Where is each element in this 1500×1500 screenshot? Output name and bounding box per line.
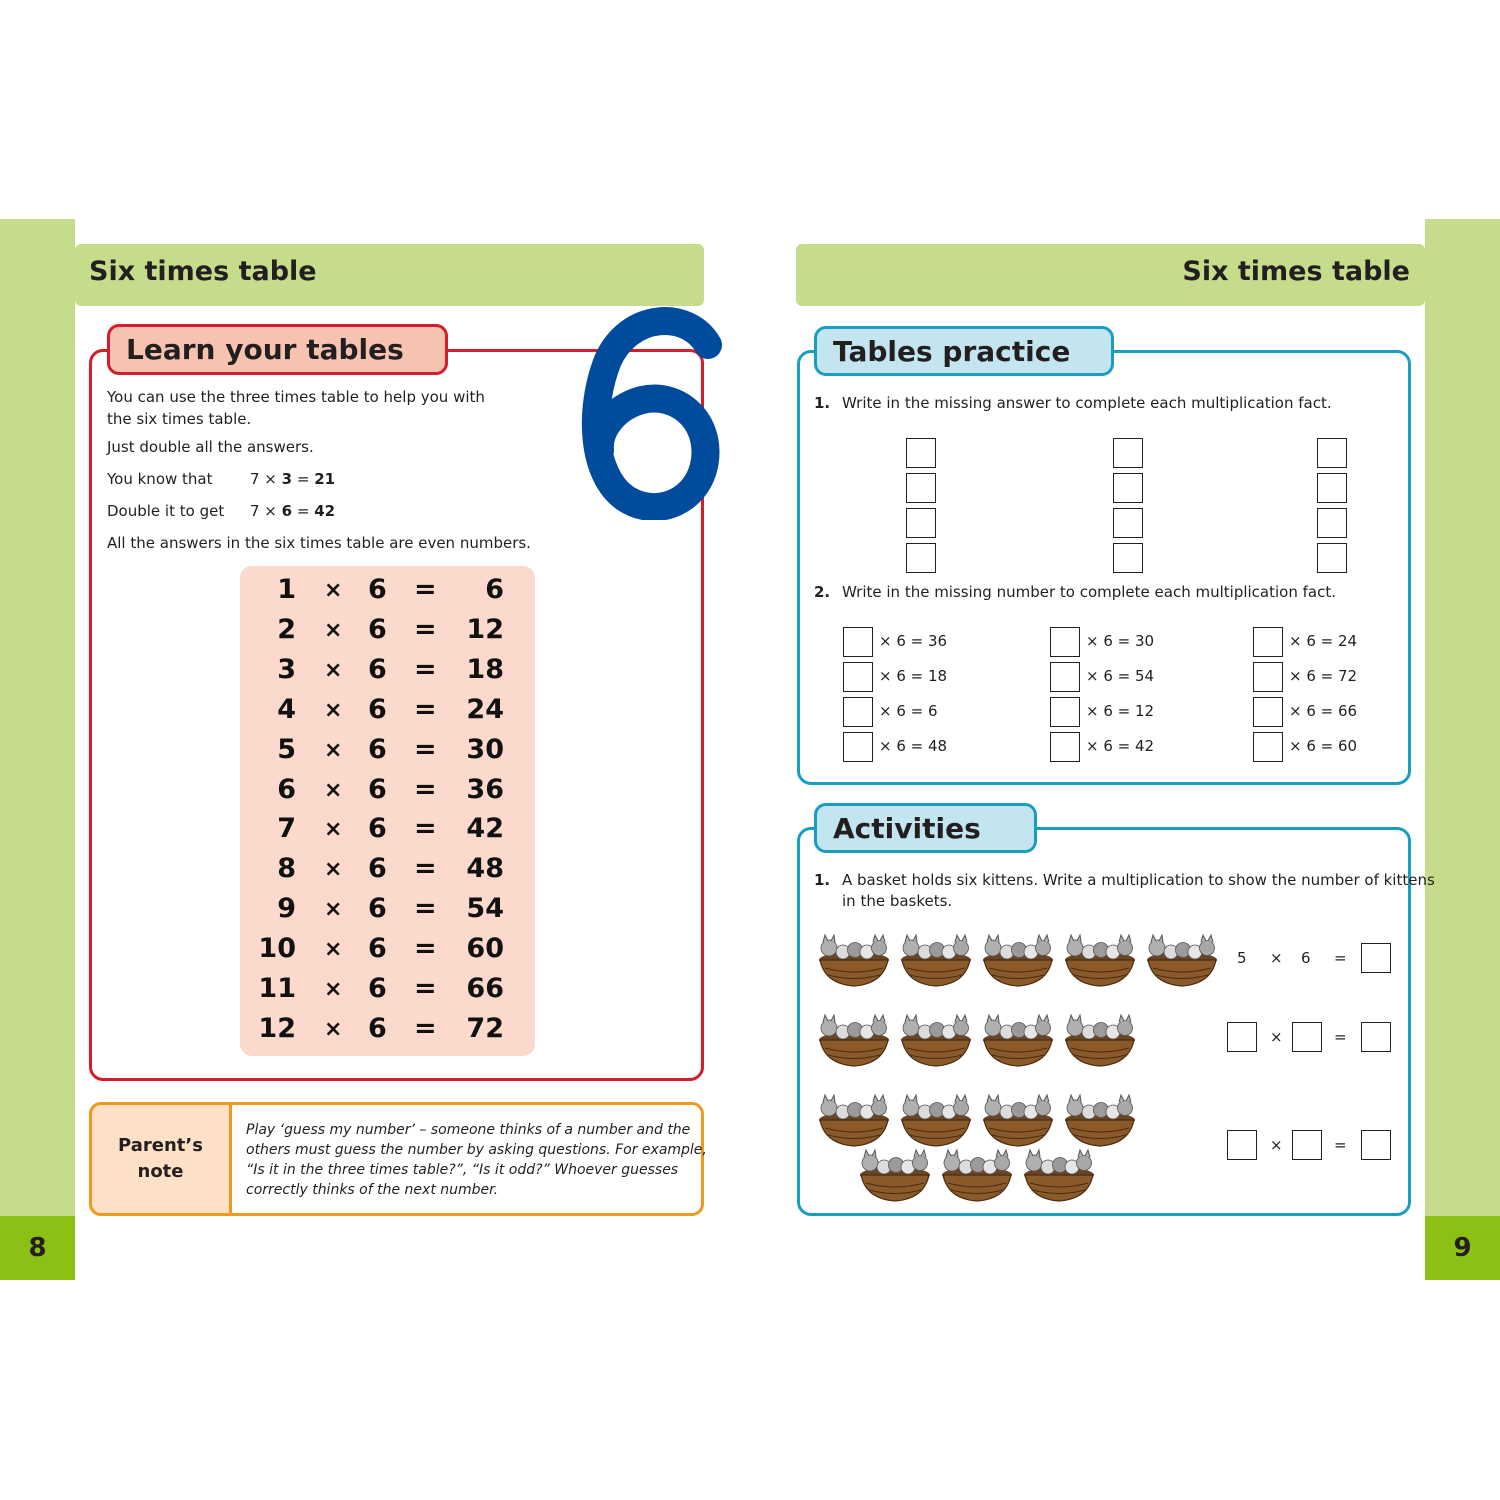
practice-q2-answer-box[interactable] xyxy=(843,732,873,762)
row2-equals: = xyxy=(1334,1028,1347,1046)
practice-q1-answer-box[interactable] xyxy=(1113,473,1143,503)
double-label: Double it to get xyxy=(107,502,225,520)
practice-q2-number: 2. xyxy=(814,583,831,601)
times-table-cell-n: 1 xyxy=(277,574,296,605)
times-table-cell-n: 2 xyxy=(277,613,296,645)
practice-q2-answer-box[interactable] xyxy=(1253,732,1283,762)
kitten-basket-icon xyxy=(817,930,891,988)
practice-q1-answer-box[interactable] xyxy=(906,438,936,468)
double-answers-text: Just double all the answers. xyxy=(107,438,314,456)
practice-q1-answer-box[interactable] xyxy=(906,473,936,503)
times-table-cell-n: 8 xyxy=(277,853,296,885)
practice-q2-answer-box[interactable] xyxy=(1050,732,1080,762)
know-expression xyxy=(250,470,335,488)
practice-q1-answer-box[interactable] xyxy=(1317,473,1347,503)
times-table-row xyxy=(240,774,535,814)
parents-note-label-2: note xyxy=(137,1161,184,1182)
times-table-cell-x: × xyxy=(324,617,343,643)
parents-note-line-2: others must guess the number by asking questions. For example, xyxy=(246,1142,707,1158)
row2-times: × xyxy=(1270,1028,1283,1046)
times-table-cell-n: 6 xyxy=(277,773,296,805)
practice-q1-answer-box[interactable] xyxy=(1113,508,1143,538)
know-label: You know that xyxy=(107,470,213,488)
practice-q2-text: Write in the missing number to complete each multiplication fact. xyxy=(842,583,1336,601)
kitten-basket-icon xyxy=(981,1010,1055,1068)
practice-q2-fact: × 6 = 54 xyxy=(1086,667,1155,685)
times-table-cell-eq: = xyxy=(414,853,437,885)
learn-panel-title: Learn your tables xyxy=(107,324,448,375)
row2-answer-box[interactable] xyxy=(1361,1022,1391,1052)
times-table-cell-eq: = xyxy=(414,813,437,845)
practice-q2-answer-box[interactable] xyxy=(1253,627,1283,657)
double-expr-c: = xyxy=(292,502,315,520)
practice-q2-fact: × 6 = 24 xyxy=(1289,632,1358,650)
left-header-title: Six times table xyxy=(89,256,317,287)
row1-equals: = xyxy=(1334,949,1347,967)
times-table-cell-eq: = xyxy=(414,693,437,725)
times-table-cell-r: 6 xyxy=(485,574,504,605)
practice-q2-fact: × 6 = 48 xyxy=(879,737,948,755)
practice-q2-fact: × 6 = 30 xyxy=(1086,632,1155,650)
practice-q2-answer-box[interactable] xyxy=(1050,662,1080,692)
times-table-cell-m: 6 xyxy=(368,653,387,685)
activities-panel-title: Activities xyxy=(814,803,1037,853)
times-table-cell-m: 6 xyxy=(368,853,387,885)
intro-line-2: the six times table. xyxy=(107,410,252,428)
times-table-cell-eq: = xyxy=(414,613,437,645)
times-table-cell-n: 7 xyxy=(277,813,296,845)
kitten-basket-icon xyxy=(1063,1090,1137,1148)
kitten-basket-icon xyxy=(899,1090,973,1148)
know-expr-a: 7 × xyxy=(250,470,282,488)
know-expr-b: 3 xyxy=(281,470,293,488)
times-table-cell-m: 6 xyxy=(368,693,387,725)
practice-q2-fact: × 6 = 66 xyxy=(1289,702,1358,720)
practice-q1-answer-box[interactable] xyxy=(1317,508,1347,538)
six-times-table-block xyxy=(240,566,535,1056)
practice-q1-answer-box[interactable] xyxy=(1113,543,1143,573)
practice-q2-fact: × 6 = 36 xyxy=(879,632,948,650)
double-expression xyxy=(250,502,335,520)
kitten-basket-icon xyxy=(981,1090,1055,1148)
row3-factor-a-box[interactable] xyxy=(1227,1130,1257,1160)
times-table-cell-r: 48 xyxy=(466,853,504,885)
times-table-cell-eq: = xyxy=(414,973,437,1004)
row1-answer-box[interactable] xyxy=(1361,943,1391,973)
parents-note-line-3: “Is it in the three times table?”, “Is it odd?” Whoever guesses xyxy=(246,1162,679,1178)
practice-q1-number: 1. xyxy=(814,394,831,412)
times-table-cell-m: 6 xyxy=(368,773,387,805)
double-expr-a: 7 × xyxy=(250,502,282,520)
big-six-digit xyxy=(570,300,730,520)
left-page-number: 8 xyxy=(0,1216,75,1280)
activities-q1-line-2: in the baskets. xyxy=(842,892,953,910)
row3-times: × xyxy=(1270,1136,1283,1154)
times-table-cell-x: × xyxy=(324,977,343,1002)
row2-factor-b-box[interactable] xyxy=(1292,1022,1322,1052)
times-table-cell-r: 12 xyxy=(466,613,504,645)
times-table-cell-n: 12 xyxy=(258,1012,296,1044)
row1-times: × xyxy=(1270,949,1283,967)
times-table-cell-n: 9 xyxy=(277,893,296,925)
times-table-cell-n: 11 xyxy=(258,973,296,1004)
practice-q1-answer-box[interactable] xyxy=(906,543,936,573)
times-table-cell-eq: = xyxy=(414,933,437,965)
parents-note-label-1: Parent’s xyxy=(118,1135,203,1156)
times-table-cell-x: × xyxy=(324,737,343,763)
times-table-row xyxy=(240,574,535,614)
times-table-cell-m: 6 xyxy=(368,813,387,845)
row1-factor-a: 5 xyxy=(1237,949,1247,967)
kitten-basket-icon xyxy=(858,1145,932,1203)
right-page-number: 9 xyxy=(1425,1216,1500,1280)
times-table-cell-r: 54 xyxy=(466,893,504,925)
right-page-margin-strip xyxy=(1425,219,1500,1280)
times-table-cell-eq: = xyxy=(414,574,437,605)
times-table-cell-r: 60 xyxy=(466,933,504,965)
practice-q2-answer-box[interactable] xyxy=(1253,662,1283,692)
practice-q2-answer-box[interactable] xyxy=(843,697,873,727)
practice-q1-answer-box[interactable] xyxy=(1113,438,1143,468)
kitten-basket-icon xyxy=(817,1010,891,1068)
right-header-title: Six times table xyxy=(1182,256,1410,287)
intro-line-1: You can use the three times table to help you with xyxy=(107,388,485,406)
times-table-row xyxy=(240,614,535,654)
kitten-basket-icon xyxy=(1063,1010,1137,1068)
times-table-cell-r: 24 xyxy=(466,693,504,725)
parents-note-line-4: correctly thinks of the next number. xyxy=(246,1182,499,1198)
times-table-cell-r: 66 xyxy=(466,973,504,1004)
double-expr-d: 42 xyxy=(314,502,336,520)
know-expr-d: 21 xyxy=(314,470,336,488)
times-table-row xyxy=(240,734,535,774)
times-table-cell-eq: = xyxy=(414,1012,437,1044)
times-table-cell-x: × xyxy=(324,937,343,963)
practice-q2-answer-box[interactable] xyxy=(843,627,873,657)
times-table-cell-m: 6 xyxy=(368,1012,387,1044)
times-table-cell-x: × xyxy=(324,657,343,683)
kitten-basket-icon xyxy=(817,1090,891,1148)
practice-q1-answer-box[interactable] xyxy=(1317,438,1347,468)
practice-q2-answer-box[interactable] xyxy=(843,662,873,692)
parents-note-label-box xyxy=(89,1102,232,1216)
parents-note-text xyxy=(246,1120,707,1200)
practice-q2-fact: × 6 = 6 xyxy=(879,702,938,720)
times-table-cell-eq: = xyxy=(414,733,437,765)
left-page-margin-strip xyxy=(0,219,75,1280)
times-table-cell-m: 6 xyxy=(368,973,387,1004)
times-table-cell-m: 6 xyxy=(368,893,387,925)
times-table-cell-n: 4 xyxy=(277,693,296,725)
times-table-cell-n: 10 xyxy=(258,933,296,965)
activities-q1-line-1: A basket holds six kittens. Write a multiplication to show the number of kittens xyxy=(842,871,1435,889)
times-table-cell-m: 6 xyxy=(368,574,387,605)
times-table-cell-r: 30 xyxy=(466,733,504,765)
kitten-basket-icon xyxy=(899,930,973,988)
activities-q1-number: 1. xyxy=(814,871,831,889)
times-table-cell-x: × xyxy=(324,817,343,843)
times-table-cell-r: 36 xyxy=(466,773,504,805)
practice-q2-answer-box[interactable] xyxy=(1253,697,1283,727)
even-numbers-text: All the answers in the six times table are even numbers. xyxy=(107,534,531,552)
times-table-cell-m: 6 xyxy=(368,933,387,965)
times-table-cell-r: 72 xyxy=(466,1012,504,1044)
practice-q2-answer-box[interactable] xyxy=(1050,697,1080,727)
practice-q1-text: Write in the missing answer to complete each multiplication fact. xyxy=(842,394,1332,412)
times-table-row xyxy=(240,813,535,853)
times-table-cell-x: × xyxy=(324,857,343,883)
parents-note-line-1: Play ‘guess my number’ – someone thinks of a number and the xyxy=(246,1122,691,1138)
times-table-cell-m: 6 xyxy=(368,613,387,645)
times-table-cell-n: 5 xyxy=(277,733,296,765)
row2-factor-a-box[interactable] xyxy=(1227,1022,1257,1052)
row1-factor-b: 6 xyxy=(1301,949,1311,967)
times-table-cell-r: 18 xyxy=(466,653,504,685)
practice-q2-fact: × 6 = 72 xyxy=(1289,667,1358,685)
times-table-cell-x: × xyxy=(324,897,343,923)
know-expr-c: = xyxy=(292,470,315,488)
times-table-cell-n: 3 xyxy=(277,653,296,685)
times-table-cell-x: × xyxy=(324,777,343,803)
double-expr-b: 6 xyxy=(281,502,293,520)
times-table-row xyxy=(240,853,535,893)
kitten-basket-icon xyxy=(981,930,1055,988)
times-table-cell-x: × xyxy=(324,1016,343,1042)
practice-q1-answer-box[interactable] xyxy=(1317,543,1347,573)
practice-q2-fact: × 6 = 60 xyxy=(1289,737,1358,755)
times-table-row xyxy=(240,1013,535,1053)
practice-panel-title: Tables practice xyxy=(814,326,1114,376)
kitten-basket-icon xyxy=(1063,930,1137,988)
row3-factor-b-box[interactable] xyxy=(1292,1130,1322,1160)
row3-equals: = xyxy=(1334,1136,1347,1154)
practice-q2-answer-box[interactable] xyxy=(1050,627,1080,657)
times-table-cell-eq: = xyxy=(414,773,437,805)
kitten-basket-icon xyxy=(899,1010,973,1068)
kitten-basket-icon xyxy=(1022,1145,1096,1203)
times-table-cell-eq: = xyxy=(414,653,437,685)
kitten-basket-icon xyxy=(1145,930,1219,988)
times-table-row xyxy=(240,654,535,694)
times-table-row xyxy=(240,694,535,734)
times-table-cell-m: 6 xyxy=(368,733,387,765)
times-table-cell-x: × xyxy=(324,697,343,723)
kitten-basket-icon xyxy=(940,1145,1014,1203)
times-table-row xyxy=(240,933,535,973)
row3-answer-box[interactable] xyxy=(1361,1130,1391,1160)
times-table-cell-eq: = xyxy=(414,893,437,925)
practice-q2-fact: × 6 = 12 xyxy=(1086,702,1155,720)
practice-q2-fact: × 6 = 42 xyxy=(1086,737,1155,755)
times-table-cell-r: 42 xyxy=(466,813,504,845)
times-table-cell-x: × xyxy=(324,578,343,603)
times-table-row xyxy=(240,893,535,933)
practice-q1-answer-box[interactable] xyxy=(906,508,936,538)
times-table-row xyxy=(240,973,535,1013)
practice-q2-fact: × 6 = 18 xyxy=(879,667,948,685)
